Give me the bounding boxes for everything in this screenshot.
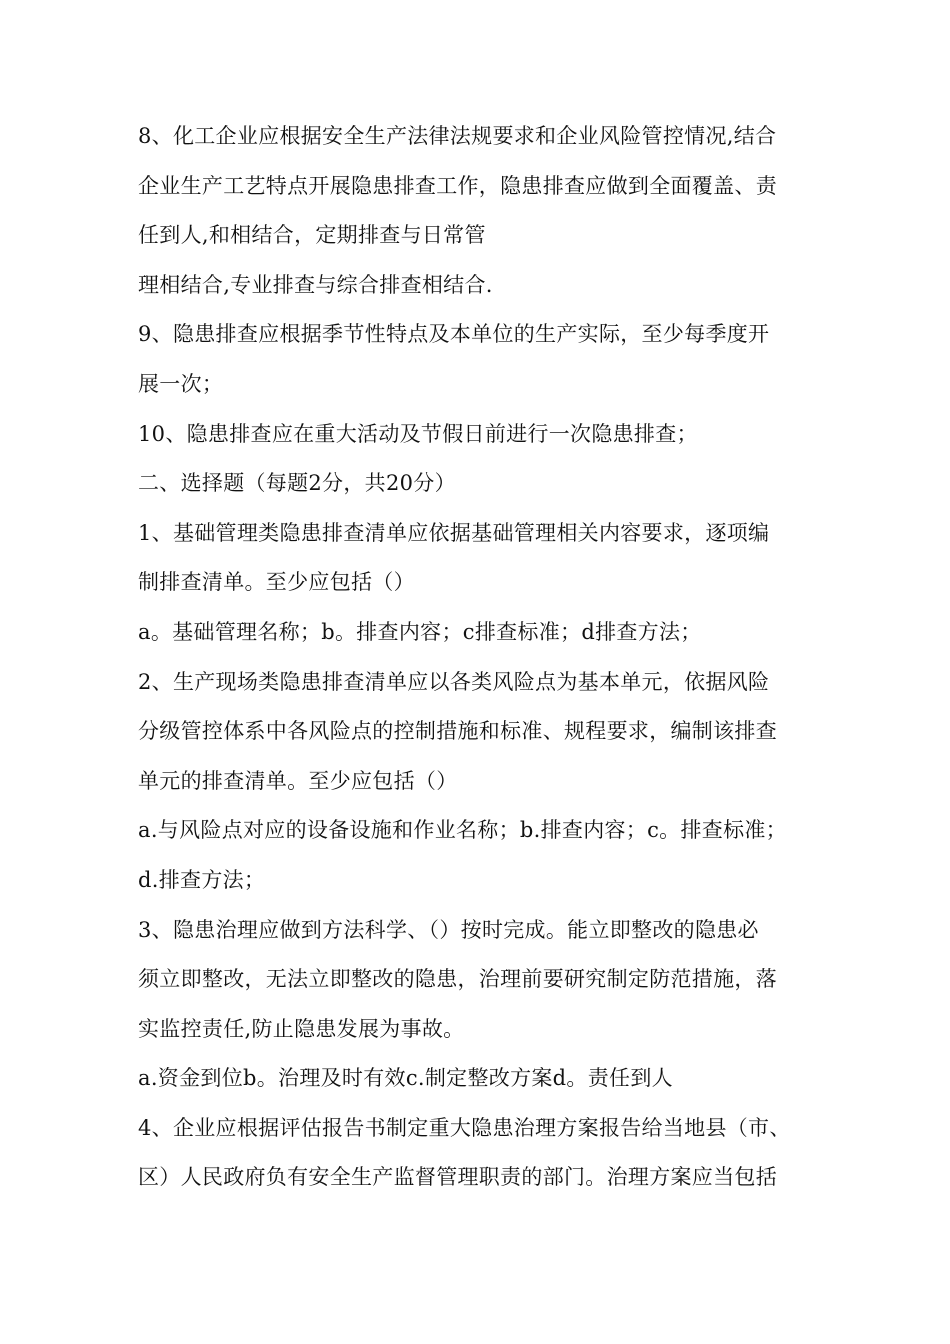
- text-line: 1、基础管理类隐患排查清单应依据基础管理相关内容要求，逐项编: [138, 520, 770, 545]
- text-line: 企业生产工艺特点开展隐患排查工作，隐患排查应做到全面覆盖、责: [138, 173, 777, 198]
- text-line: 制排查清单。至少应包括（）: [138, 570, 415, 595]
- text-line: 任到人,和相结合，定期排查与日常管: [138, 223, 486, 248]
- text-line: 实监控责任,防止隐患发展为事故。: [138, 1016, 465, 1041]
- text-line: 3、隐患治理应做到方法科学、（）按时完成。能立即整改的隐患必: [138, 917, 759, 942]
- answer-options: a.与风险点对应的设备设施和作业名称；b.排查内容；c。排查标准；: [138, 818, 787, 843]
- text-line: 须立即整改，无法立即整改的隐患，治理前要研究制定防范措施，落: [138, 967, 777, 992]
- text-line: 分级管控体系中各风险点的控制措施和标准、规程要求，编制该排查: [138, 719, 777, 744]
- text-line: 区）人民政府负有安全生产监督管理职责的部门。治理方案应当包括: [138, 1165, 777, 1190]
- text-line: 2、生产现场类隐患排查清单应以各类风险点为基本单元，依据风险: [138, 669, 770, 694]
- text-line: 10、隐患排查应在重大活动及节假日前进行一次隐患排查；: [138, 421, 698, 446]
- answer-options: a。基础管理名称；b。排查内容；c排查标准；d排查方法；: [138, 619, 702, 644]
- text-line: 单元的排查清单。至少应包括（）: [138, 768, 458, 793]
- text-line: 理相结合,专业排查与综合排查相结合.: [138, 272, 493, 297]
- text-line: 4、企业应根据评估报告书制定重大隐患治理方案报告给当地县（市、: [138, 1115, 791, 1140]
- text-line: 9、隐患排查应根据季节性特点及本单位的生产实际，至少每季度开: [138, 322, 770, 347]
- text-line: 8、化工企业应根据安全生产法律法规要求和企业风险管控情况,结合: [138, 124, 777, 148]
- document-body: [138, 112, 828, 1203]
- answer-options: a.资金到位b。治理及时有效c.制定整改方案d。责任到人: [138, 1066, 673, 1091]
- answer-options: d.排查方法；: [138, 867, 266, 892]
- text-line: 展一次；: [138, 371, 224, 396]
- section-heading: 二、选择题（每题2分，共20分）: [138, 471, 456, 496]
